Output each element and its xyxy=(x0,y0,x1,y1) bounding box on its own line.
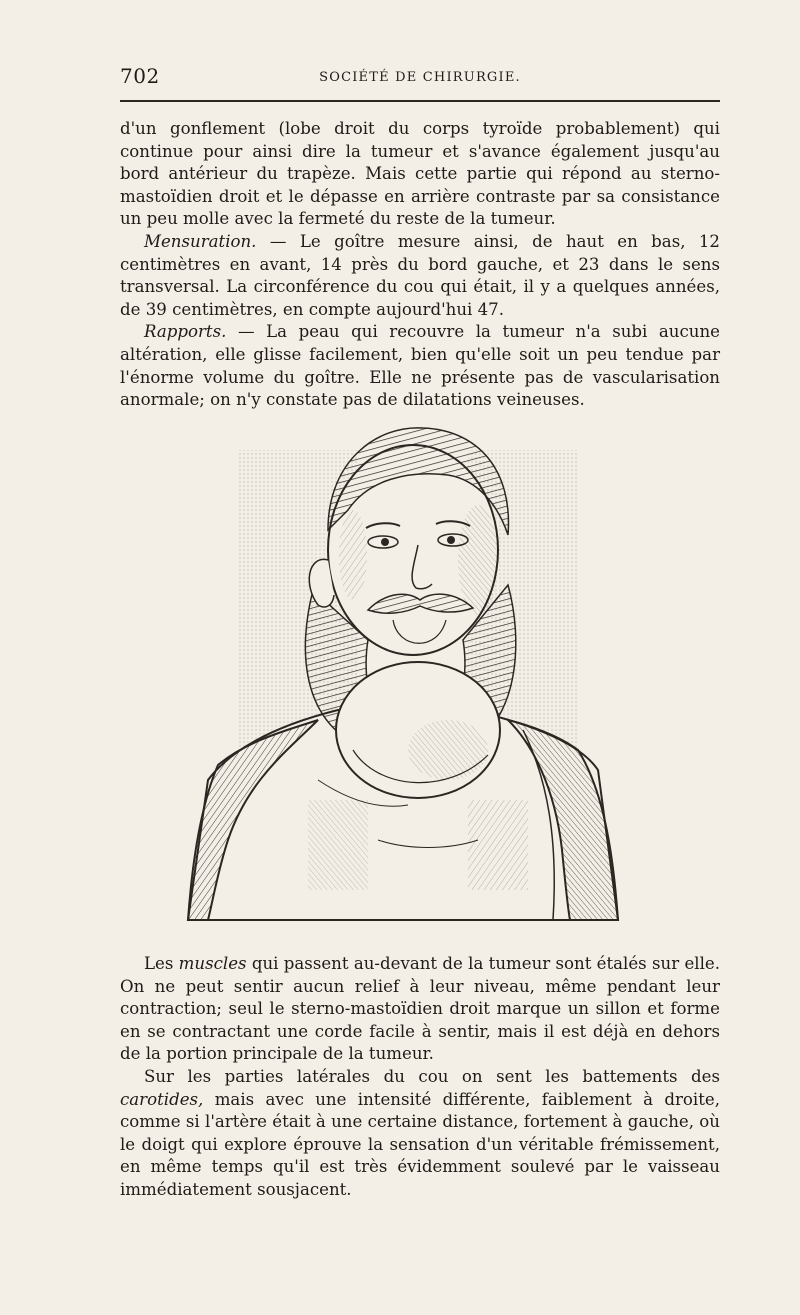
italic-term: muscles xyxy=(178,954,247,973)
section-lead: Rapports. xyxy=(144,322,227,342)
paragraph-rapports xyxy=(120,321,720,411)
body-text-top xyxy=(120,118,720,412)
paragraph-text: — Le goître mesure ainsi, de haut en bas, 12 centimètres en avant, 14 près du bord gauche, et 23 dans le sens transversal. La circonférence du cou qui était, il y a quelques années, de 39 centimètres, en compte aujourd'hui 47. xyxy=(120,231,720,319)
body-text-bottom xyxy=(120,953,720,1202)
italic-term: carotides, xyxy=(120,1089,204,1109)
paragraph-text: mais avec une intensité différente, faiblement à droite, comme si l'artère était à une certaine distance, fortement à gauche, où le doigt qui explore éprouve la sensation d'un véritable frémissement, en même temps qu'il est très évidemment soulevé par le vaisseau immédiatement sousjacent. xyxy=(120,1089,720,1199)
paragraph-muscles xyxy=(120,953,720,1066)
header-rule xyxy=(120,100,720,102)
page-header xyxy=(120,64,720,94)
paragraph-mensuration xyxy=(120,231,720,321)
paragraph-text: — La peau qui recouvre la tumeur n'a subi aucune altération, elle glisse facilement, bien qu'elle soit un peu tendue par l'énorme volume du goître. Elle ne présente pas de vascularisation anormale; on n'y constate pas de dilatations veineuses. xyxy=(120,322,720,410)
page-number: 702 xyxy=(120,64,160,88)
running-title: SOCIÉTÉ DE CHIRURGIE. xyxy=(319,70,521,85)
paragraph-text: qui passent au-devant de la tumeur sont étalés sur elle. On ne peut sentir aucun relief à leur niveau, même pendant leur contraction; seul le sterno-mastoïdien droit marque un sillon et forme en se contractant une corde facile à sentir, mais il est déjà en dehors de la portion principale de la tumeur. xyxy=(120,954,720,1064)
section-lead: Mensuration. xyxy=(144,231,257,251)
paragraph-text: Sur les parties latérales du cou on sent les battements des xyxy=(144,1066,720,1086)
paragraph: d'un gonflement (lobe droit du corps tyroïde probablement) qui continue pour ainsi dire la tumeur et s'avance également jusqu'au bord antérieur du trapèze. Mais cette partie qui répond au sterno-mastoïdien droit et le dépasse en arrière contraste par sa consistance un peu molle avec la fermeté du reste de la tumeur. xyxy=(120,119,720,229)
engraving-portrait-goitre-icon xyxy=(178,420,628,932)
paragraph-carotides xyxy=(120,1066,720,1202)
portrait-engraving xyxy=(178,420,628,932)
paragraph-text: Les xyxy=(144,954,179,973)
